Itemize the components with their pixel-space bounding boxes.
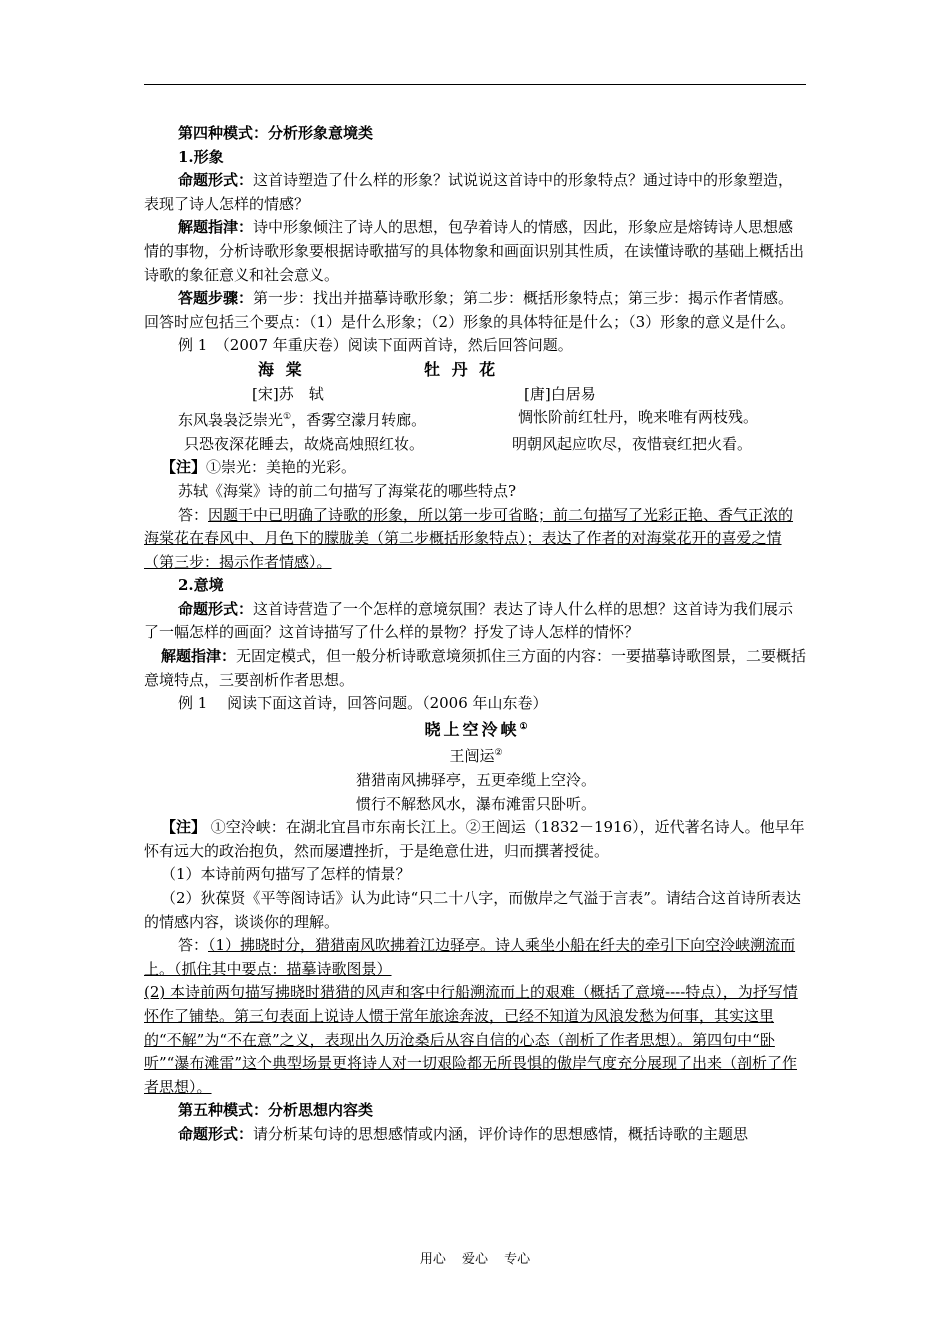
footer-item: 用心 — [419, 1252, 446, 1267]
poem-authors-row — [144, 383, 808, 407]
note1-text: ①崇光：美艳的光彩。 — [206, 458, 357, 477]
form2-text: 这首诗营造了一个怎样的意境氛围？表达了诗人什么样的思想？这首诗为我们展示了一幅怎样的画面？这首诗描写了什么样的景物？抒发了诗人怎样的情怀？ — [144, 599, 794, 642]
form-label: 命题形式： — [178, 171, 254, 190]
steps-text: 第一步：找出并描摹诗歌形象；第二步：概括形象特点；第三步：揭示作者情感。回答时应包括三个要点：（1）是什么形象；（2）形象的具体特征是什么；（3）形象的意义是什么。 — [144, 289, 796, 331]
answer2b-text: (2) 本诗前两句描写拂晓时猎猎的风声和客中行船溯流而上的艰难（概括了意境----特点），为抒写情怀作了铺垫。第三句表面上说诗人惯于常年旅途奔波，已经不知道为风浪发愁为何事，其实这里的“不解”为“不在意”之义，表现出久历沧桑后从容自信的心态（剖析了作者思想）。第四句中“卧听”“瀑布滩雷”这个典型场景更将诗人对一切艰险都无所畏惧的傲岸气度充分展现了出来（剖析了作者思想）。 — [144, 983, 798, 1096]
guide-text: 诗中形象倾注了诗人的思想，包孕着诗人的情感，因此，形象应是熔铸诗人思想感情的事物，分析诗歌形象要根据诗歌描写的具体物象和画面识别其性质，在读懂诗歌的基础上概括出诗歌的象征意义和社会意义。 — [144, 218, 805, 284]
poem3-line1: 猎猎南风拂驿亭，五更牵缆上空泠。 — [355, 771, 596, 790]
form2-paragraph — [144, 598, 808, 645]
question1: 苏轼《海棠》诗的前二句描写了海棠花的哪些特点? — [178, 481, 517, 500]
poem3-author: 王闿运 — [449, 747, 495, 766]
header-rule — [144, 84, 806, 85]
poem1-title: 海 棠 — [258, 359, 305, 379]
poem3-line2: 惯行不解愁风水，瀑布滩雷只卧听。 — [355, 794, 596, 813]
poem1-note-mark: ① — [283, 412, 292, 423]
poem3-note-mark: ① — [519, 721, 528, 732]
poem3-author-line — [144, 742, 808, 769]
poem-line1-row — [144, 406, 808, 433]
poem3-author-note-mark: ② — [494, 748, 503, 759]
answer2a — [144, 934, 808, 981]
example1-intro: 例 1 （2007 年重庆卷）阅读下面两首诗，然后回答问题。 — [178, 336, 573, 355]
page-footer — [0, 1248, 950, 1267]
answer1-label: 答： — [178, 505, 209, 524]
poem2-author: [唐]白居易 — [524, 384, 596, 403]
note2 — [144, 816, 808, 863]
form5-paragraph — [144, 1123, 808, 1147]
subheading-mood: 2.意境 — [178, 576, 224, 595]
poem-titles-row — [144, 358, 808, 383]
page-body — [144, 122, 808, 1147]
guide2-label: 解题指津： — [161, 647, 237, 666]
form5-text: 请分析某句诗的思想感情或内涵，评价诗作的思想感情，概括诗歌的主题思 — [253, 1124, 749, 1143]
answer2a-text: （1）拂晓时分，猎猎南风吹拂着江边驿亭。诗人乘坐小船在纤夫的牵引下向空泠峡溯流而上。（抓住其中要点：描摹诗歌图景） — [144, 936, 796, 978]
poem2-line1: 惆怅阶前红牡丹，晚来唯有两枝残。 — [518, 408, 759, 427]
poem1-line1-end: ，香雾空濛月转廊。 — [291, 411, 427, 430]
form5-label: 命题形式： — [178, 1124, 254, 1143]
guide2-paragraph — [144, 645, 808, 692]
answer2b — [144, 981, 808, 1099]
poem3-title: 晓上空泠峡 — [424, 719, 520, 739]
poem2-line2: 明朝风起应吹尽，夜惜衰红把火看。 — [512, 434, 753, 453]
section5-heading: 第五种模式：分析思想内容类 — [178, 1101, 374, 1120]
answer1 — [144, 504, 808, 575]
note2-text: ①空泠峡：在湖北宜昌市东南长江上。②王闿运（1832－1916），近代著名诗人。他早年怀有远大的政治抱负，然而屡遭挫折，于是绝意仕进，归而撰著授徒。 — [144, 818, 805, 860]
guide-paragraph — [144, 216, 808, 287]
guide-label: 解题指津： — [178, 218, 254, 237]
poem2-title: 牡 丹 花 — [424, 359, 499, 379]
poem-line2-row — [144, 433, 808, 457]
guide2-text: 无固定模式，但一般分析诗歌意境须抓住三方面的内容：一要描摹诗歌图景，二要概括意境特点，三要剖析作者思想。 — [144, 647, 807, 689]
subheading-image: 1.形象 — [178, 147, 224, 166]
form-paragraph — [144, 169, 808, 216]
section4-heading: 第四种模式：分析形象意境类 — [178, 124, 374, 142]
footer-item: 专心 — [504, 1252, 531, 1267]
steps-paragraph — [144, 287, 808, 334]
answer2-label: 答： — [178, 936, 209, 955]
answer1-text: 因题干中已明确了诗歌的形象，所以第一步可省略；前二句描写了光彩正艳、香气正浓的海棠花在春风中、月色下的朦胧美（第二步概括形象特点）；表达了作者的对海棠花开的喜爱之情（第三步：揭示作者情感）。 — [144, 505, 794, 571]
poem1-line1: 东风袅袅泛崇光 — [178, 411, 284, 430]
poem3-title-line — [144, 716, 808, 743]
note1-label: 【注】 — [161, 458, 207, 477]
question2b: （2）狄葆贤《平等阁诗话》认为此诗“只二十八字，而傲岸之气溢于言表”。请结合这首诗所表达的情感内容，谈谈你的理解。 — [144, 889, 801, 931]
note2-label: 【注】 — [161, 818, 207, 837]
note1 — [144, 456, 808, 480]
footer-item: 爱心 — [461, 1252, 488, 1267]
steps-label: 答题步骤： — [178, 289, 254, 308]
form2-label: 命题形式： — [178, 599, 254, 618]
example2-intro: 例 1 阅读下面这首诗，回答问题。（2006 年山东卷） — [178, 694, 548, 713]
form-text: 这首诗塑造了什么样的形象？试说说这首诗中的形象特点？通过诗中的形象塑造，表现了诗人怎样的情感？ — [144, 171, 794, 213]
poem1-line2: 只恐夜深花睡去，故烧高烛照红妆。 — [184, 434, 425, 453]
question2a: （1）本诗前两句描写了怎样的情景？ — [161, 865, 411, 884]
poem1-author: [宋]苏 轼 — [252, 384, 324, 403]
